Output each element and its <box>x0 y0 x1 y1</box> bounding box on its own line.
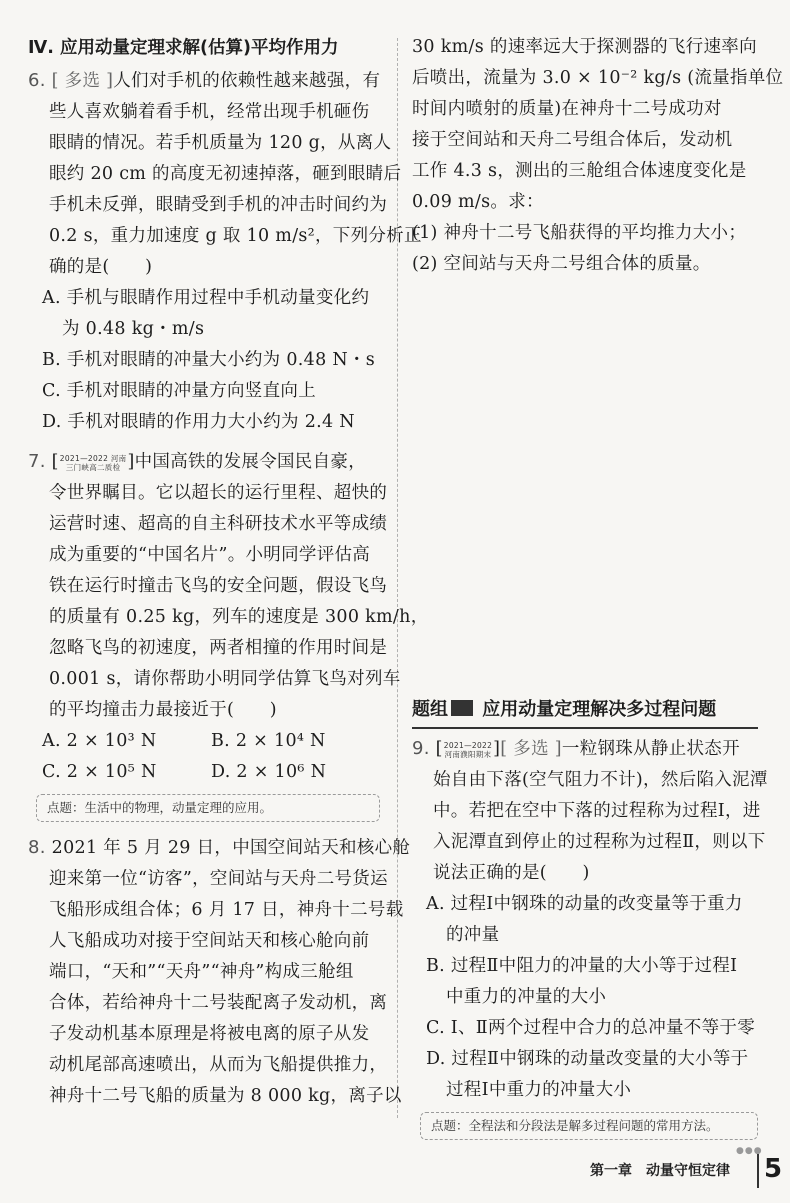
answer-space <box>412 280 758 690</box>
source-exam: 三门峡高二质检 <box>65 462 121 472</box>
question-line: 2021 年 5 月 29 日，中国空间站天和核心舱 <box>51 838 411 858</box>
question-line: 0.2 s，重力加速度 g 取 10 m/s²，下列分析正 <box>49 226 422 246</box>
options-row <box>28 757 380 788</box>
question-line: 确的是( ) <box>49 257 153 277</box>
question-line: 入泥潭直到停止的过程称为过程Ⅱ，则以下 <box>433 832 766 852</box>
question-line: 始自由下落(空气阻力不计)，然后陷入泥潭 <box>433 770 768 790</box>
left-column <box>28 32 429 1112</box>
option-a-cont: 的冲量 <box>446 925 500 945</box>
question-line: 铁在运行时撞击飞鸟的安全问题，假设飞鸟 <box>49 576 388 596</box>
source-label <box>60 454 127 472</box>
question-line: 中国高铁的发展令国民自豪， <box>134 452 366 472</box>
option-d: D. 2 × 10⁶ N <box>211 762 327 782</box>
column-divider <box>397 38 398 1118</box>
question-line: 些人喜欢躺着看手机，经常出现手机砸伤 <box>49 102 370 122</box>
option-b: B. 过程Ⅱ中阻力的冲量的大小等于过程Ⅰ <box>426 956 738 976</box>
option-b: B. 2 × 10⁴ N <box>211 731 326 751</box>
question-line: 的平均撞击力最接近于( ) <box>49 700 277 720</box>
question-6 <box>28 65 422 438</box>
source-year: 2021—2022 河南 <box>59 453 127 463</box>
question-line: 子发动机基本原理是将被电离的原子从发 <box>49 1024 370 1044</box>
section-heading: Ⅳ. 应用动量定理求解(估算)平均作用力 <box>28 38 339 58</box>
option-b-cont: 中重力的冲量的大小 <box>446 987 607 1007</box>
footer-divider <box>757 1154 759 1188</box>
question-line: 成为重要的“中国名片”。小明同学评估高 <box>49 545 371 565</box>
sub-question-2: (2) 空间站与天舟二号组合体的质量。 <box>412 254 711 274</box>
question-line: 0.001 s，请你帮助小明同学估算飞鸟对列车 <box>49 669 401 689</box>
question-line: 端口，“天和”“天舟”“神舟”构成三舱组 <box>49 962 354 982</box>
question-8 <box>28 832 411 1112</box>
option-a: A. 过程Ⅰ中钢珠的动量的改变量等于重力 <box>426 894 743 914</box>
question-line: 中。若把在空中下落的过程称为过程Ⅰ，进 <box>433 801 761 821</box>
question-line: 人们对手机的依赖性越来越强，有 <box>113 71 381 91</box>
question-7: 7. [2021—2022 河南 三门峡高二质检 ]中国高铁的发展令国民自豪， 令世界瞩目。它以超长的运行里程、超快的 运营时速、超高的自主科研技术水平等成绩 成为重要的“中国名片”。小明同学评估高 铁在运行时撞击飞鸟的安全问题，假设飞鸟 的质量有 0.25 kg，列车的速度是 300 km/h， 忽略飞鸟的初速度，两者相撞的作用时间是 0.001 s，请你帮助小明同学估算飞鸟对列车 的平均撞击力最接近于( ) A. 2 × 10³ N B. 2 × 10⁴ N C. 2 × 10⁵ N D. 2 × 10⁶ N 点题：生活中的物理，动量定理的应用。 <box>28 446 380 822</box>
question-line: 忽略飞鸟的初速度，两者相撞的作用时间是 <box>49 638 388 658</box>
question-tag: [ 多选 ] <box>51 71 114 91</box>
group-prefix: 题组 <box>412 699 448 720</box>
question-line: 接于空间站和天舟二号组合体后，发动机 <box>412 130 733 150</box>
question-line: 合体，若给神舟十二号装配离子发动机，离 <box>49 993 388 1013</box>
question-number: 7. <box>28 451 46 472</box>
right-column <box>412 32 784 1146</box>
tip-box: 点题：全程法和分段法是解多过程问题的常用方法。 <box>420 1112 758 1140</box>
tip-box: 点题：生活中的物理，动量定理的应用。 <box>36 794 380 822</box>
question-line: 30 km/s 的速率远大于探测器的飞行速率向 <box>412 37 757 57</box>
question-number: 8. <box>28 837 46 858</box>
question-line: 令世界瞩目。它以超长的运行里程、超快的 <box>49 483 388 503</box>
option-c: C. Ⅰ、Ⅱ两个过程中合力的总冲量不等于零 <box>426 1018 755 1038</box>
question-tag: [ 多选 ] <box>500 739 562 759</box>
source-label <box>444 741 492 759</box>
question-line: 时间内喷射的质量)在神舟十二号成功对 <box>412 99 722 119</box>
question-line: 一粒钢珠从静止状态开 <box>561 739 740 759</box>
group-number-badge <box>451 700 473 716</box>
question-line: 迎来第一位“访客”，空间站与天舟二号货运 <box>49 869 388 889</box>
option-c: C. 2 × 10⁵ N <box>42 762 157 782</box>
question-line: 手机未反弹，眼睛受到手机的冲击时间约为 <box>49 195 388 215</box>
question-8-continued <box>412 32 784 280</box>
group-title: 应用动量定理解决多过程问题 <box>482 699 717 720</box>
option-b: B. 手机对眼睛的冲量大小约为 0.48 N・s <box>42 350 376 370</box>
question-line: 0.09 m/s。求： <box>412 192 544 212</box>
option-a-cont: 为 0.48 kg・m/s <box>62 319 205 339</box>
question-line: 运营时速、超高的自主科研技术水平等成绩 <box>49 514 388 534</box>
source-exam: 河南濮阳期末 <box>444 749 492 759</box>
option-d: D. 过程Ⅱ中钢珠的动量改变量的大小等于 <box>426 1049 749 1069</box>
question-line: 神舟十二号飞船的质量为 8 000 kg，离子以 <box>49 1086 402 1106</box>
options-row <box>28 726 380 757</box>
option-a: A. 手机与眼睛作用过程中手机动量变化约 <box>42 288 370 308</box>
option-a: A. 2 × 10³ N <box>42 731 157 751</box>
group-heading <box>412 695 758 729</box>
option-d: D. 手机对眼睛的作用力大小约为 2.4 N <box>42 412 355 432</box>
question-line: 的质量有 0.25 kg，列车的速度是 300 km/h， <box>49 607 429 627</box>
question-number: 9. <box>412 738 430 759</box>
source-year: 2021—2022 <box>443 740 493 750</box>
question-number: 6. <box>28 70 46 91</box>
question-line: 人飞船成功对接于空间站天和核心舱向前 <box>49 931 370 951</box>
question-line: 后喷出，流量为 3.0 × 10⁻² kg/s (流量指单位 <box>412 68 784 88</box>
page-number: 5 <box>764 1154 783 1184</box>
question-line: 眼睛的情况。若手机质量为 120 g，从离人 <box>49 133 392 153</box>
question-9: 9. [2021—2022 河南濮阳期末 ][ 多选 ]一粒钢珠从静止状态开 始自由下落(空气阻力不计)，然后陷入泥潭 中。若把在空中下落的过程称为过程Ⅰ，进 入泥潭直到停止的过程称为过程Ⅱ，则以下 说法正确的是( ) A. 过程Ⅰ中钢珠的动量的改变量等于重力 的冲量 B. 过程Ⅱ中阻力的冲量的大小等于过程Ⅰ 中重力的冲量的大小 C. Ⅰ、Ⅱ两个过程中合力的总冲量不等于零 D. 过程Ⅱ中钢珠的动量改变量的大小等于 过程Ⅰ中重力的冲量大小 点题：全程法和分段法是解多过程问题的常用方法。 <box>412 733 758 1140</box>
option-d-cont: 过程Ⅰ中重力的冲量大小 <box>446 1080 632 1100</box>
sub-question-1: (1) 神舟十二号飞船获得的平均推力大小； <box>412 223 747 243</box>
question-line: 眼约 20 cm 的高度无初速掉落，砸到眼睛后 <box>49 164 402 184</box>
question-line: 动机尾部高速喷出，从而为飞船提供推力， <box>49 1055 388 1075</box>
chapter-footer: 第一章 动量守恒定律 <box>590 1163 730 1179</box>
option-c: C. 手机对眼睛的冲量方向竖直向上 <box>42 381 316 401</box>
decorative-dots: ●●● <box>736 1146 763 1156</box>
question-line: 工作 4.3 s，测出的三舱组合体速度变化是 <box>412 161 747 181</box>
question-line: 说法正确的是( ) <box>433 863 590 883</box>
question-line: 飞船形成组合体；6 月 17 日，神舟十二号载 <box>49 900 404 920</box>
